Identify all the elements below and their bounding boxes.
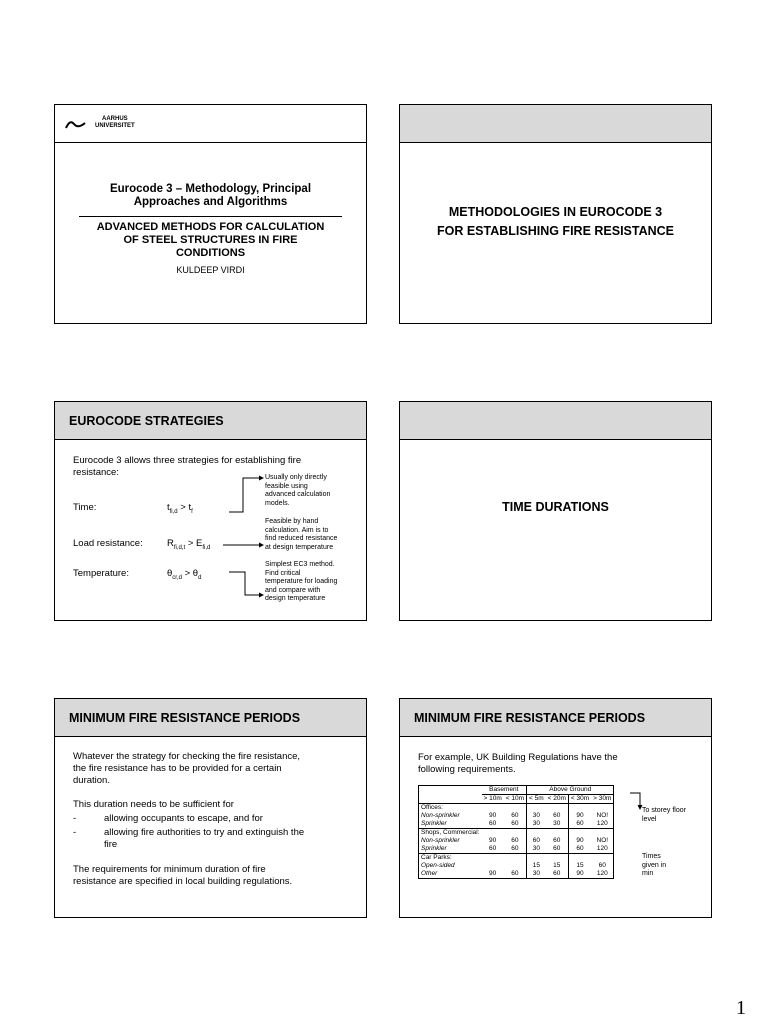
row-label: Non-sprinkler xyxy=(421,837,460,844)
table-cell: 120 xyxy=(596,870,608,877)
strategy-label-temperature: Temperature: xyxy=(73,568,129,579)
table-cell: 30 xyxy=(553,820,561,827)
slide-header-title: EUROCODE STRATEGIES xyxy=(69,414,224,428)
table-cell: 60 xyxy=(568,820,591,829)
divider xyxy=(79,216,342,217)
table-cell: 60 xyxy=(511,820,519,827)
column-header: < 20m xyxy=(547,795,566,802)
logo-text: AARHUS UNIVERSITET xyxy=(95,116,135,129)
table-cell: 60 xyxy=(511,845,519,852)
table-cell: 30 xyxy=(527,812,546,820)
table-cell: 15 xyxy=(568,862,591,870)
page-number: 1 xyxy=(736,997,746,1019)
column-header: > 30m xyxy=(593,795,612,802)
slide-methodologies xyxy=(399,104,712,324)
column-header: < 5m xyxy=(527,795,546,804)
row-label: Other xyxy=(421,870,438,877)
table-cell: 60 xyxy=(511,870,519,877)
slide-title-text: METHODOLOGIES IN EUROCODE 3 FOR ESTABLISHING FIRE RESISTANCE xyxy=(436,205,675,238)
slide-min-fire-resistance-1 xyxy=(54,698,367,918)
row-label: Non-sprinkler xyxy=(421,812,460,819)
table-cell: 90 xyxy=(489,812,497,819)
group-name: Car Parks: xyxy=(421,854,452,861)
note-times-in-min: Times given in min xyxy=(642,853,667,877)
column-header: > 10m xyxy=(483,795,502,802)
strategy-formula-load: $R_{fi,d,t} > E_{fi,d}$ xyxy=(167,538,211,551)
table-cell: 60 xyxy=(598,862,606,869)
slide-subtitle: ADVANCED METHODS FOR CALCULATION OF STEEL STRUCTURES IN FIRE CONDITIONS xyxy=(96,221,325,259)
table-cell: 120 xyxy=(596,845,608,852)
table-cell: 60 xyxy=(527,837,546,845)
intro-text: For example, UK Building Regulations have the following requirements. xyxy=(418,752,618,775)
table-cell: 30 xyxy=(527,845,546,854)
strategy-label-time: Time: xyxy=(73,502,97,513)
slide-time-durations xyxy=(399,401,712,621)
slide-min-fire-resistance-2 xyxy=(399,698,712,918)
slide-header-title: MINIMUM FIRE RESISTANCE PERIODS xyxy=(69,711,301,725)
table-cell: 60 xyxy=(489,845,497,852)
table-cell: 60 xyxy=(489,820,497,827)
group-header-above-ground: Above Ground xyxy=(527,786,614,795)
table-cell: 60 xyxy=(553,845,561,852)
paragraph-1: Whatever the strategy for checking the fire resistance, the fire resistance has to be provided for a certain duration. xyxy=(73,751,301,786)
column-header: < 10m xyxy=(505,795,525,802)
bullet-1: - allowing occupants to escape, and for xyxy=(73,813,263,824)
paragraph-2: This duration needs to be sufficient for xyxy=(73,799,234,810)
strategy-formula-temperature: $\theta_{cr,d} > \theta_d$ xyxy=(167,568,202,581)
table-cell: 15 xyxy=(527,862,546,870)
slide-header xyxy=(400,105,711,143)
bullet-2: - allowing fire authorities to try and extinguish the fire xyxy=(73,827,305,850)
table-cell: 60 xyxy=(553,812,561,819)
note-temperature: Simplest EC3 method. Find critical temperature for loading and compare with design temperature xyxy=(265,561,338,602)
table-cell: 60 xyxy=(553,870,561,877)
table-cell: 30 xyxy=(527,870,546,879)
table-cell: 60 xyxy=(511,812,519,819)
table-cell: 60 xyxy=(511,837,519,844)
group-name: Shops, Commercial: xyxy=(421,829,480,836)
aarhus-logo-icon xyxy=(65,117,87,131)
note-storey-floor: To storey floor level xyxy=(642,807,686,823)
table-cell: 60 xyxy=(568,845,591,854)
slide-header xyxy=(400,402,711,440)
strategy-formula-time: $t_{fi,d} > t_f$ xyxy=(167,502,193,515)
row-label: Sprinkler xyxy=(421,845,447,852)
group-header-basement: Basement xyxy=(482,786,527,795)
row-label: Open-sided xyxy=(421,862,455,869)
table-cell: 90 xyxy=(489,837,497,844)
table-cell: 90 xyxy=(568,812,591,820)
slide-header-title: MINIMUM FIRE RESISTANCE PERIODS xyxy=(414,711,646,725)
paragraph-3: The requirements for minimum duration of fire resistance are specified in local building regulations. xyxy=(73,864,293,887)
table-cell: 90 xyxy=(489,870,497,877)
group-name: Offices: xyxy=(421,804,443,811)
table-cell: 120 xyxy=(596,820,608,827)
slide-header xyxy=(55,699,366,737)
row-label: Sprinkler xyxy=(421,820,447,827)
slide-title xyxy=(54,104,367,324)
slide-eurocode-strategies xyxy=(54,401,367,621)
intro-text: Eurocode 3 allows three strategies for establishing fire resistance: xyxy=(73,455,302,478)
table-cell: 90 xyxy=(568,837,591,845)
table-cell: NO! xyxy=(596,812,609,819)
table-cell: 30 xyxy=(527,820,546,829)
table-cell: NO! xyxy=(596,837,609,844)
slide-header xyxy=(55,105,366,143)
slide-title-text: TIME DURATIONS xyxy=(502,500,609,514)
table-cell: 15 xyxy=(553,862,561,869)
column-header: < 30m xyxy=(568,795,591,804)
table-cell: 60 xyxy=(553,837,561,844)
slide-title-text: Eurocode 3 – Methodology, Principal Approaches and Algorithms xyxy=(109,183,312,208)
strategy-label-load: Load resistance: xyxy=(73,538,143,549)
author: KULDEEP VIRDI xyxy=(176,265,245,275)
note-load: Feasible by hand calculation. Aim is to find reduced resistance at design temperature xyxy=(265,518,338,551)
table-cell: 90 xyxy=(568,870,591,879)
note-time: Usually only directly feasible using advanced calculation models. xyxy=(265,474,331,507)
